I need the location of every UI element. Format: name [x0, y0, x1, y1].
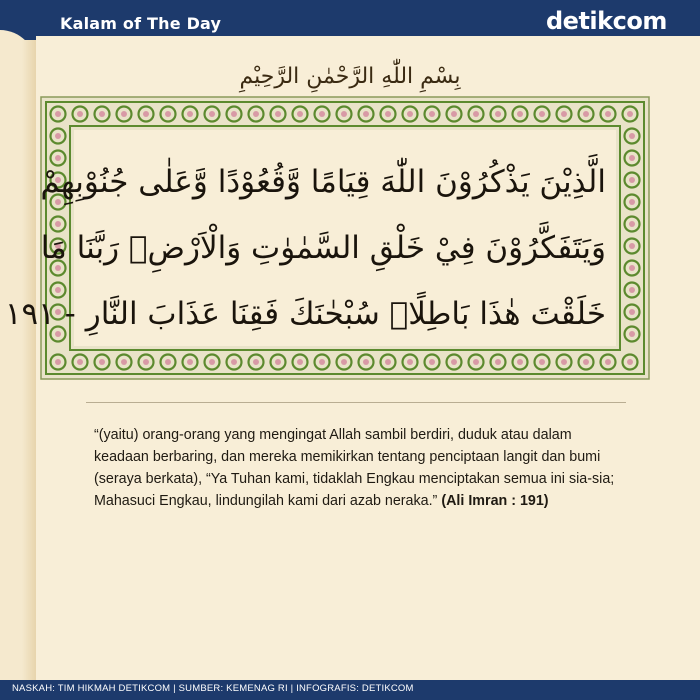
footer-credits: NASKAH: TIM HIKMAH DETIKCOM | SUMBER: KEMENAG RI | INFOGRAFIS: DETIKCOM: [12, 683, 414, 694]
frame-flower: [143, 111, 149, 117]
frame-flower: [77, 359, 83, 365]
frame-flower: [629, 133, 635, 139]
frame-flower: [627, 111, 633, 117]
frame-flower: [187, 359, 193, 365]
frame-flower: [253, 359, 259, 365]
frame-flower: [55, 221, 61, 227]
frame-flower: [583, 359, 589, 365]
verse-translation: [94, 424, 624, 512]
frame-flower: [275, 359, 281, 365]
arabic-verse-line-3: خَلَقْتَ هٰذَا بَاطِلًاۚ سُبْحٰنَكَ فَقِنَا عَذَابَ النَّارِ - ١٩١: [4, 296, 606, 332]
frame-flower: [629, 221, 635, 227]
frame-flower: [363, 111, 369, 117]
frame-flower: [341, 111, 347, 117]
frame-flower: [583, 111, 589, 117]
frame-flower: [341, 359, 347, 365]
frame-flower: [473, 359, 479, 365]
frame-flower: [231, 111, 237, 117]
frame-flower: [495, 111, 501, 117]
frame-flower: [77, 111, 83, 117]
frame-flower: [385, 359, 391, 365]
header-title: Kalam of The Day: [60, 14, 222, 33]
frame-flower: [55, 287, 61, 293]
frame-flower: [55, 359, 61, 365]
verse-reference: (Ali Imran : 191): [441, 493, 549, 509]
frame-flower: [629, 265, 635, 271]
frame-flower: [539, 359, 545, 365]
frame-flower: [605, 111, 611, 117]
divider: [86, 402, 626, 403]
frame-flower: [319, 111, 325, 117]
frame-flower: [629, 199, 635, 205]
frame-flower: [495, 359, 501, 365]
frame-flower: [165, 359, 171, 365]
detikcom-logo[interactable]: [546, 6, 686, 36]
frame-flower: [629, 331, 635, 337]
frame-flower: [451, 111, 457, 117]
frame-flower: [407, 111, 413, 117]
frame-flower: [517, 359, 523, 365]
frame-flower: [385, 111, 391, 117]
logo-text: detikcom: [546, 7, 667, 35]
frame-flower: [99, 111, 105, 117]
frame-flower: [121, 111, 127, 117]
frame-flower: [629, 309, 635, 315]
frame-flower: [55, 133, 61, 139]
frame-flower: [629, 177, 635, 183]
bismillah: بِسْمِ اللّٰهِ الرَّحْمٰنِ الرَّحِيْمِ: [239, 64, 461, 89]
frame-flower: [407, 359, 413, 365]
frame-flower: [55, 155, 61, 161]
arabic-verse-line-2: وَيَتَفَكَّرُوْنَ فِيْ خَلْقِ السَّمٰوٰتِ وَالْاَرْضِۚ رَبَّنَا مَا: [40, 230, 606, 266]
frame-flower: [209, 111, 215, 117]
frame-flower: [363, 359, 369, 365]
frame-flower: [539, 111, 545, 117]
frame-flower: [473, 111, 479, 117]
frame-flower: [99, 359, 105, 365]
frame-flower: [297, 359, 303, 365]
frame-flower: [629, 287, 635, 293]
frame-flower: [297, 111, 303, 117]
frame-flower: [629, 155, 635, 161]
frame-flower: [319, 359, 325, 365]
frame-flower: [627, 359, 633, 365]
frame-flower: [561, 111, 567, 117]
frame-flower: [253, 111, 259, 117]
frame-flower: [209, 359, 215, 365]
frame-flower: [143, 359, 149, 365]
frame-flower: [121, 359, 127, 365]
translation-text: “(yaitu) orang-orang yang mengingat Allah sambil berdiri, duduk atau dalam keadaan berbaring, dan mereka memikirkan tentang penciptaan langit dan bumi (seraya berkata), “Ya Tuhan kami, tidaklah Engkau menciptakan semua ini sia-sia; Mahasuci Engkau, lindungilah kami dari azab neraka.”: [94, 427, 615, 509]
frame-flower: [561, 359, 567, 365]
frame-flower: [165, 111, 171, 117]
arabic-verse-line-1: الَّذِيْنَ يَذْكُرُوْنَ اللّٰهَ قِيَامًا وَّقُعُوْدًا وَّعَلٰى جُنُوْبِهِمْ: [40, 164, 606, 200]
frame-flower: [275, 111, 281, 117]
book-spine-shade: [22, 40, 36, 680]
frame-flower: [429, 111, 435, 117]
frame-flower: [605, 359, 611, 365]
frame-flower: [451, 359, 457, 365]
frame-flower: [629, 243, 635, 249]
frame-flower: [231, 359, 237, 365]
frame-flower: [187, 111, 193, 117]
frame-flower: [55, 111, 61, 117]
frame-flower: [429, 359, 435, 365]
frame-flower: [517, 111, 523, 117]
